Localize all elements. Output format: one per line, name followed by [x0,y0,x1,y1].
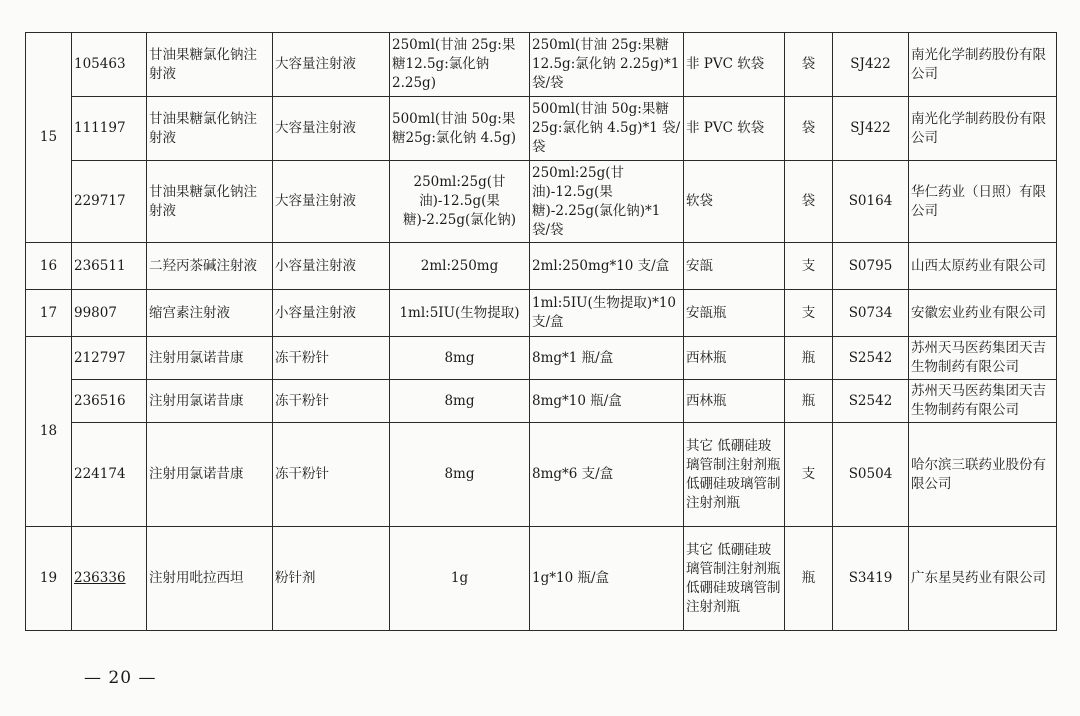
packaging-material: 安瓿 [684,243,785,290]
drug-id: 236516 [72,380,147,423]
drug-id: 105463 [72,33,147,97]
specification: 8mg [390,337,530,380]
dosage-type: 冻干粉针 [273,380,390,423]
drug-id: 111197 [72,97,147,161]
packaging-material: 其它 低硼硅玻璃管制注射剂瓶 低硼硅玻璃管制注射剂瓶 [684,423,785,527]
drug-catalog-table [25,32,1057,631]
page-number: — 20 — [84,668,157,688]
packaging: 8mg*1 瓶/盒 [530,337,684,380]
dosage-type: 冻干粉针 [273,337,390,380]
table-row [26,33,1057,97]
unit: 瓶 [785,337,833,380]
packaging-material: 其它 低硼硅玻璃管制注射剂瓶 低硼硅玻璃管制注射剂瓶 [684,527,785,631]
drug-id: 99807 [72,290,147,337]
dosage-type: 大容量注射液 [273,161,390,243]
unit: 瓶 [785,380,833,423]
packaging: 2ml:250mg*10 支/盒 [530,243,684,290]
table-row [26,290,1057,337]
row-number: 17 [26,290,72,337]
packaging-material: 软袋 [684,161,785,243]
packaging: 500ml(甘油 50g:果糖25g:氯化钠 4.5g)*1 袋/袋 [530,97,684,161]
drug-name: 注射用吡拉西坦 [147,527,273,631]
drug-id: 229717 [72,161,147,243]
row-number: 16 [26,243,72,290]
drug-id: 236336 [72,527,147,631]
drug-id: 224174 [72,423,147,527]
enterprise-code: S0504 [833,423,909,527]
enterprise-code: S0795 [833,243,909,290]
drug-id: 236511 [72,243,147,290]
manufacturer: 山西太原药业有限公司 [909,243,1057,290]
dosage-type: 冻干粉针 [273,423,390,527]
manufacturer: 苏州天马医药集团天吉生物制药有限公司 [909,380,1057,423]
table-row [26,243,1057,290]
drug-name: 二羟丙茶碱注射液 [147,243,273,290]
manufacturer: 苏州天马医药集团天吉生物制药有限公司 [909,337,1057,380]
manufacturer: 广东星昊药业有限公司 [909,527,1057,631]
row-number: 18 [26,337,72,527]
unit: 袋 [785,161,833,243]
unit: 支 [785,290,833,337]
specification: 1g [390,527,530,631]
packaging: 8mg*10 瓶/盒 [530,380,684,423]
packaging-material: 西林瓶 [684,380,785,423]
enterprise-code: S2542 [833,337,909,380]
manufacturer: 南光化学制药股份有限公司 [909,33,1057,97]
packaging: 1ml:5IU(生物提取)*10支/盒 [530,290,684,337]
unit: 袋 [785,97,833,161]
dosage-type: 小容量注射液 [273,290,390,337]
drug-name: 注射用氯诺昔康 [147,337,273,380]
specification: 250ml:25g(甘油)-12.5g(果糖)-2.25g(氯化钠) [390,161,530,243]
enterprise-code: S3419 [833,527,909,631]
specification: 2ml:250mg [390,243,530,290]
drug-name: 注射用氯诺昔康 [147,423,273,527]
packaging-material: 非 PVC 软袋 [684,97,785,161]
specification: 8mg [390,380,530,423]
dosage-type: 粉针剂 [273,527,390,631]
packaging: 250ml(甘油 25g:果糖12.5g:氯化钠 2.25g)*1袋/袋 [530,33,684,97]
dosage-type: 大容量注射液 [273,33,390,97]
drug-id: 212797 [72,337,147,380]
row-number: 19 [26,527,72,631]
unit: 支 [785,243,833,290]
manufacturer: 华仁药业（日照）有限公司 [909,161,1057,243]
table-row [26,423,1057,527]
table-row [26,161,1057,243]
unit: 支 [785,423,833,527]
row-number: 15 [26,33,72,243]
unit: 瓶 [785,527,833,631]
table-row [26,380,1057,423]
enterprise-code: SJ422 [833,97,909,161]
drug-name: 甘油果糖氯化钠注射液 [147,33,273,97]
packaging: 1g*10 瓶/盒 [530,527,684,631]
manufacturer: 哈尔滨三联药业股份有限公司 [909,423,1057,527]
manufacturer: 南光化学制药股份有限公司 [909,97,1057,161]
specification: 8mg [390,423,530,527]
packaging: 8mg*6 支/盒 [530,423,684,527]
drug-name: 甘油果糖氯化钠注射液 [147,97,273,161]
enterprise-code: SJ422 [833,33,909,97]
dosage-type: 大容量注射液 [273,97,390,161]
drug-name: 注射用氯诺昔康 [147,380,273,423]
enterprise-code: S0734 [833,290,909,337]
unit: 袋 [785,33,833,97]
table-row [26,97,1057,161]
manufacturer: 安徽宏业药业有限公司 [909,290,1057,337]
dosage-type: 小容量注射液 [273,243,390,290]
specification: 250ml(甘油 25g:果糖12.5g:氯化钠 2.25g) [390,33,530,97]
packaging: 250ml:25g(甘油)-12.5g(果糖)-2.25g(氯化钠)*1 袋/袋 [530,161,684,243]
specification: 1ml:5IU(生物提取) [390,290,530,337]
enterprise-code: S0164 [833,161,909,243]
enterprise-code: S2542 [833,380,909,423]
packaging-material: 非 PVC 软袋 [684,33,785,97]
drug-name: 甘油果糖氯化钠注射液 [147,161,273,243]
packaging-material: 西林瓶 [684,337,785,380]
drug-name: 缩宫素注射液 [147,290,273,337]
table-row [26,337,1057,380]
packaging-material: 安瓿瓶 [684,290,785,337]
table-row [26,527,1057,631]
specification: 500ml(甘油 50g:果糖25g:氯化钠 4.5g) [390,97,530,161]
